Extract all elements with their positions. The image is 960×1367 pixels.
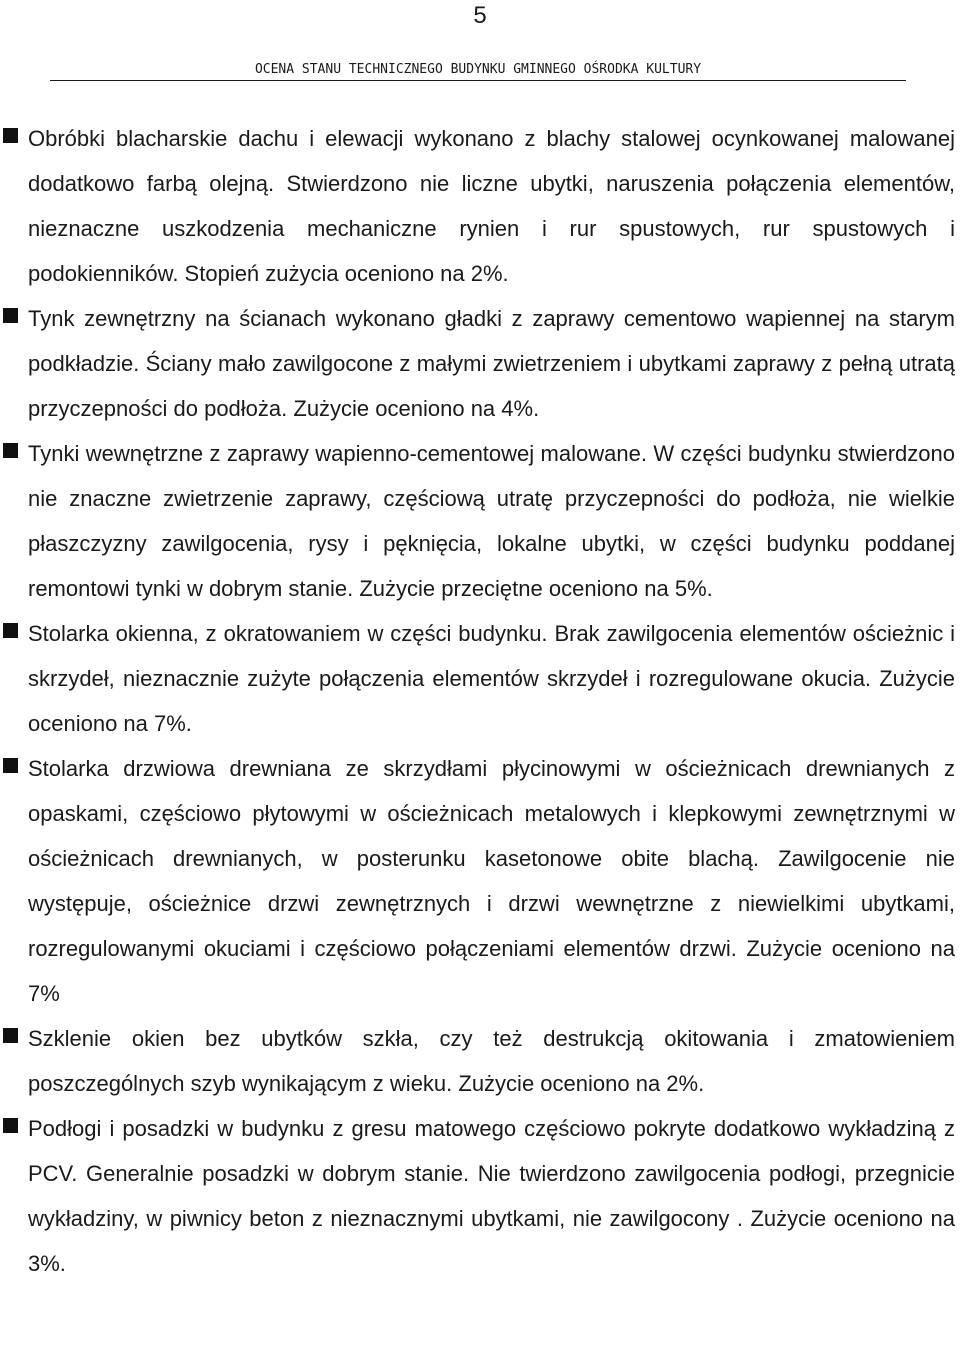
list-item — [0, 746, 960, 1016]
list-item-text: Stolarka okienna, z okratowaniem w części budynku. Brak zawilgocenia elementów ościeżnic i skrzydeł, nieznacznie zużyte połączenia elementów skrzydeł i rozregulowane okucia. Zużycie oceniono na 7%. — [28, 621, 955, 736]
list-item — [0, 1106, 960, 1286]
square-bullet-icon — [3, 623, 18, 638]
list-item — [0, 1016, 960, 1106]
list-item-text: Tynki wewnętrzne z zaprawy wapienno-cementowej malowane. W części budynku stwierdzono nie znaczne zwietrzenie zaprawy, częściową utratę przyczepności do podłoża, nie wielkie płaszczyzny zawilgocenia, rysy i pęknięcia, lokalne ubytki, w części budynku poddanej remontowi tynki w dobrym stanie. Zużycie przeciętne oceniono na 5%. — [28, 441, 955, 601]
list-item-text: Obróbki blacharskie dachu i elewacji wykonano z blachy stalowej ocynkowanej malowanej dodatkowo farbą olejną. Stwierdzono nie liczne ubytki, naruszenia połączenia elementów, nieznaczne uszkodzenia mechaniczne rynien i rur spustowych, rur spustowych i podokienników. Stopień zużycia oceniono na 2%. — [28, 126, 955, 286]
list-item-text: Tynk zewnętrzny na ścianach wykonano gładki z zaprawy cementowo wapiennej na starym podkładzie. Ściany mało zawilgocone z małymi zwietrzeniem i ubytkami zaprawy z pełną utratą przyczepności do podłoża. Zużycie oceniono na 4%. — [28, 306, 955, 421]
square-bullet-icon — [3, 1118, 18, 1133]
list-item-text: Szklenie okien bez ubytków szkła, czy też destrukcją okitowania i zmatowieniem poszczególnych szyb wynikającym z wieku. Zużycie oceniono na 2%. — [28, 1026, 955, 1096]
square-bullet-icon — [3, 1028, 18, 1043]
list-item — [0, 431, 960, 611]
square-bullet-icon — [3, 443, 18, 458]
page-number: 5 — [473, 2, 487, 29]
running-header: OCENA STANU TECHNICZNEGO BUDYNKU GMINNEGO OŚRODKA KULTURY — [50, 60, 906, 81]
document-body — [0, 116, 960, 1286]
list-item-text: Podłogi i posadzki w budynku z gresu matowego częściowo pokryte dodatkowo wykładziną z PCV. Generalnie posadzki w dobrym stanie. Nie twierdzono zawilgocenia podłogi, przegnicie wykładziny, w piwnicy beton z nieznacznymi ubytkami, nie zawilgocony . Zużycie oceniono na 3%. — [28, 1116, 955, 1276]
list-item — [0, 296, 960, 431]
square-bullet-icon — [3, 758, 18, 773]
list-item-text: Stolarka drzwiowa drewniana ze skrzydłami płycinowymi w ościeżnicach drewnianych z opaskami, częściowo płytowymi w ościeżnicach metalowych i klepkowymi zewnętrznymi w ościeżnicach drewnianych, w posterunku kasetonowe obite blachą. Zawilgocenie nie występuje, ościeżnice drzwi zewnętrznych i drzwi wewnętrzne z niewielkimi ubytkami, rozregulowanymi okuciami i częściowo połączeniami elementów drzwi. Zużycie oceniono na 7% — [28, 756, 955, 1006]
list-item — [0, 611, 960, 746]
square-bullet-icon — [3, 308, 18, 323]
list-item — [0, 116, 960, 296]
square-bullet-icon — [3, 128, 18, 143]
